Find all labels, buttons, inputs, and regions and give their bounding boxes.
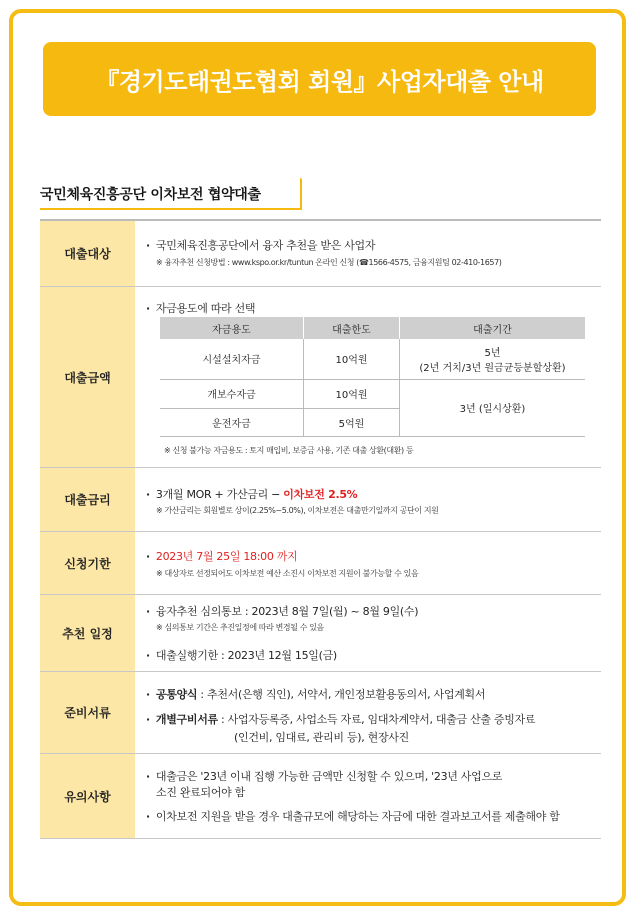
cell: 개보수자금: [160, 379, 304, 408]
note-text: ※ 신청 불가능 자금용도 : 토지 매입비, 보증금 사용, 기존 대출 상환(대환) 등: [164, 446, 414, 455]
cell: 5억원: [304, 408, 400, 436]
bullet-continuation: 소진 완료되어야 함: [156, 786, 246, 799]
bullet-text: · 개별구비서류 : 사업자등록증, 사업소득 자료, 임대차계약서, 대출금 산출 증빙자료: [146, 713, 536, 726]
bullet-text: · 공통양식 : 추천서(은행 직인), 서약서, 개인정보활용동의서, 사업계획서: [146, 688, 486, 701]
bullet-text: · 국민체육진흥공단에서 융자 추천을 받은 사업자: [146, 239, 376, 252]
row-head: 준비서류: [40, 672, 135, 753]
row-head: 유의사항: [40, 754, 135, 838]
loan-table: [160, 317, 585, 437]
th-period: 대출기간: [400, 317, 586, 339]
bullet-text: · 자금용도에 따라 선택: [146, 302, 256, 315]
row-schedule: [40, 595, 601, 672]
row-amount: [40, 287, 601, 468]
cell-period-merged: 3년 (일시상환): [400, 379, 586, 436]
bullet-continuation: (인건비, 임대료, 관리비 등), 현장사진: [234, 731, 409, 744]
row-head: 대출금리: [40, 468, 135, 531]
bullet-text: · 대출실행기한 : 2023년 12월 15일(금): [146, 649, 337, 662]
deadline-highlight: 2023년 7월 25일 18:00 까지: [155, 550, 298, 563]
row-deadline: [40, 532, 601, 595]
row-target: [40, 221, 601, 287]
row-head: 추천 일정: [40, 595, 135, 671]
bullet-text: · 2023년 7월 25일 18:00 까지: [146, 550, 298, 563]
row-head: 대출대상: [40, 221, 135, 286]
row-head: 대출금액: [40, 287, 135, 467]
th-use: 자금용도: [160, 317, 304, 339]
note-text: ※ 심의통보 기간은 추진일정에 따라 변경될 수 있음: [156, 623, 324, 632]
title-banner: [43, 42, 596, 116]
bullet-text: · 융자추천 심의통보 : 2023년 8월 7일(월) ~ 8월 9일(수): [146, 605, 419, 618]
section-title-label: 국민체육진흥공단 이차보전 협약대출: [40, 187, 261, 203]
row-notes: [40, 754, 601, 839]
bullet-text: · 3개월 MOR + 가산금리 − 이차보전 2.5%: [146, 488, 358, 501]
row-head: 신청기한: [40, 532, 135, 594]
note-text: ※ 가산금리는 회원별로 상이(2.25%~5.0%), 이차보전은 대출만기일까지 공단이 지원: [156, 506, 439, 515]
row-rate: [40, 468, 601, 532]
th-limit: 대출한도: [304, 317, 400, 339]
bullet-text: · 이차보전 지원을 받을 경우 대출규모에 해당하는 자금에 대한 결과보고서를 제출해야 함: [146, 810, 560, 823]
cell: 시설설치자금: [160, 339, 304, 379]
section-corner: [300, 178, 302, 210]
section-underline: [40, 208, 302, 210]
row-docs: [40, 672, 601, 754]
page-title: 『경기도태권도협회 회원』사업자대출 안내: [95, 67, 544, 96]
bullet-text: · 대출금은 '23년 이내 집행 가능한 금액만 신청할 수 있으며, '23년 사업으로: [146, 770, 503, 783]
note-text: ※ 융자추천 신청방법 : www.kspo.or.kr/tuntun 온라인 신청 (☎1566-4575, 금융지원팀 02-410-1657): [156, 258, 502, 267]
cell: 운전자금: [160, 408, 304, 436]
rate-highlight: 이차보전 2.5%: [283, 488, 358, 501]
cell: 10억원: [304, 339, 400, 379]
section-title: [40, 176, 302, 210]
cell: 10억원: [304, 379, 400, 408]
cell-period: 5년 (2년 거치/3년 원금균등분할상환): [400, 339, 586, 379]
note-text: ※ 대상자로 선정되어도 이차보전 예산 소진시 이차보전 지원이 불가능할 수 있음: [156, 569, 419, 578]
